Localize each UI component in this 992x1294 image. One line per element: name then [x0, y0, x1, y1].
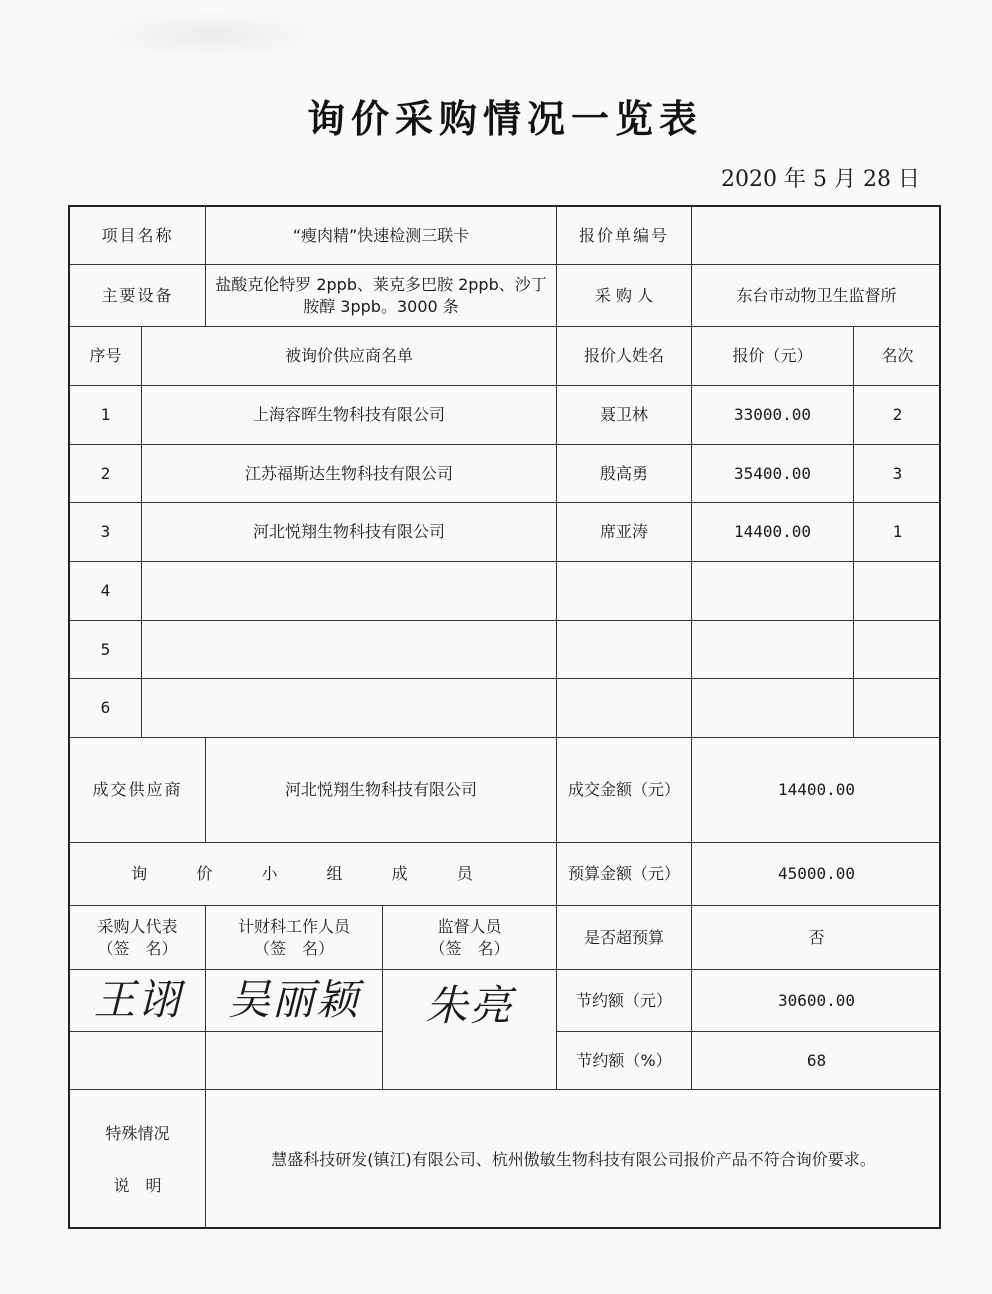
- over-budget-value: 否: [692, 906, 941, 970]
- column-header-supplier: 被询价供应商名单: [142, 327, 557, 386]
- signature-rep: 王诩: [70, 970, 206, 1032]
- row-supplier: 江苏福斯达生物科技有限公司: [142, 445, 557, 503]
- row-quoter: 殷高勇: [557, 445, 692, 503]
- rep-sign-label: [70, 906, 206, 970]
- row-seq: 6: [70, 679, 142, 738]
- column-header-quoter: 报价人姓名: [557, 327, 692, 386]
- deal-amount-value: 14400.00: [692, 738, 941, 843]
- row-supplier: 河北悦翔生物科技有限公司: [142, 503, 557, 562]
- project-name-label: 项目名称: [70, 207, 206, 265]
- special-label-line1: 特殊情况: [105, 1123, 170, 1143]
- column-header-seq: 序号: [70, 327, 142, 386]
- row-supplier: [142, 679, 557, 738]
- rep-label-line1: 采购人代表: [97, 916, 178, 936]
- row-seq: 4: [70, 562, 142, 621]
- row-price: [692, 679, 854, 738]
- saving-value: 30600.00: [692, 970, 941, 1032]
- purchaser-value: 东台市动物卫生监督所: [692, 265, 941, 327]
- saving-pct-value: 68: [692, 1032, 941, 1090]
- blank-cell: [206, 1032, 383, 1090]
- row-price: 14400.00: [692, 503, 854, 562]
- row-supplier: 上海容晖生物科技有限公司: [142, 386, 557, 445]
- over-budget-label: 是否超预算: [557, 906, 692, 970]
- deal-supplier-value: 河北悦翔生物科技有限公司: [206, 738, 557, 843]
- budget-label: 预算金额（元）: [557, 843, 692, 906]
- row-price: 33000.00: [692, 386, 854, 445]
- supervisor-label-line1: 监督人员: [437, 916, 502, 936]
- row-rank: [854, 679, 941, 738]
- row-rank: [854, 621, 941, 679]
- row-quoter: [557, 621, 692, 679]
- blank-cell: [70, 1032, 206, 1090]
- row-quoter: 席亚涛: [557, 503, 692, 562]
- finance-sign-label: [206, 906, 383, 970]
- row-rank: [854, 562, 941, 621]
- document-date: 2020 年 5 月 28 日: [721, 167, 920, 192]
- scan-shadow: [100, 10, 320, 60]
- rep-label-line2: （签 名）: [97, 938, 178, 958]
- row-seq: 3: [70, 503, 142, 562]
- procurement-table: [68, 205, 941, 1229]
- signature-finance: 吴丽颖: [206, 970, 383, 1032]
- row-quoter: [557, 679, 692, 738]
- group-members-label: 询 价 小 组 成 员: [70, 843, 557, 906]
- saving-pct-label: 节约额（%）: [557, 1032, 692, 1090]
- column-header-price: 报价（元）: [692, 327, 854, 386]
- row-seq: 2: [70, 445, 142, 503]
- signature-supervisor: 朱亮: [383, 970, 557, 1090]
- deal-amount-label: 成交金额（元）: [557, 738, 692, 843]
- equipment-label: 主要设备: [70, 265, 206, 327]
- purchaser-label: 采 购 人: [557, 265, 692, 327]
- row-quoter: 聂卫林: [557, 386, 692, 445]
- special-label-line2: 说 明: [113, 1175, 162, 1195]
- column-header-rank: 名次: [854, 327, 941, 386]
- row-supplier: [142, 621, 557, 679]
- row-price: 35400.00: [692, 445, 854, 503]
- supervisor-label-line2: （签 名）: [429, 938, 510, 958]
- quote-number-label: 报价单编号: [557, 207, 692, 265]
- supervisor-sign-label: [383, 906, 557, 970]
- equipment-value: 盐酸克伦特罗 2ppb、莱克多巴胺 2ppb、沙丁胺醇 3ppb。3000 条: [206, 265, 557, 327]
- row-rank: 1: [854, 503, 941, 562]
- row-supplier: [142, 562, 557, 621]
- finance-label-line1: 计财科工作人员: [237, 916, 350, 936]
- project-name-value: “瘦肉精”快速检测三联卡: [206, 207, 557, 265]
- quote-number-value: [692, 207, 941, 265]
- row-rank: 2: [854, 386, 941, 445]
- saving-label: 节约额（元）: [557, 970, 692, 1032]
- row-price: [692, 621, 854, 679]
- finance-label-line2: （签 名）: [253, 938, 334, 958]
- row-rank: 3: [854, 445, 941, 503]
- page-title: 询价采购情况一览表: [306, 96, 703, 141]
- row-seq: 5: [70, 621, 142, 679]
- budget-value: 45000.00: [692, 843, 941, 906]
- special-label: [70, 1090, 206, 1229]
- row-seq: 1: [70, 386, 142, 445]
- deal-supplier-label: 成交供应商: [70, 738, 206, 843]
- row-quoter: [557, 562, 692, 621]
- row-price: [692, 562, 854, 621]
- special-text: 慧盛科技研发(镇江)有限公司、杭州傲敏生物科技有限公司报价产品不符合询价要求。: [271, 1149, 876, 1169]
